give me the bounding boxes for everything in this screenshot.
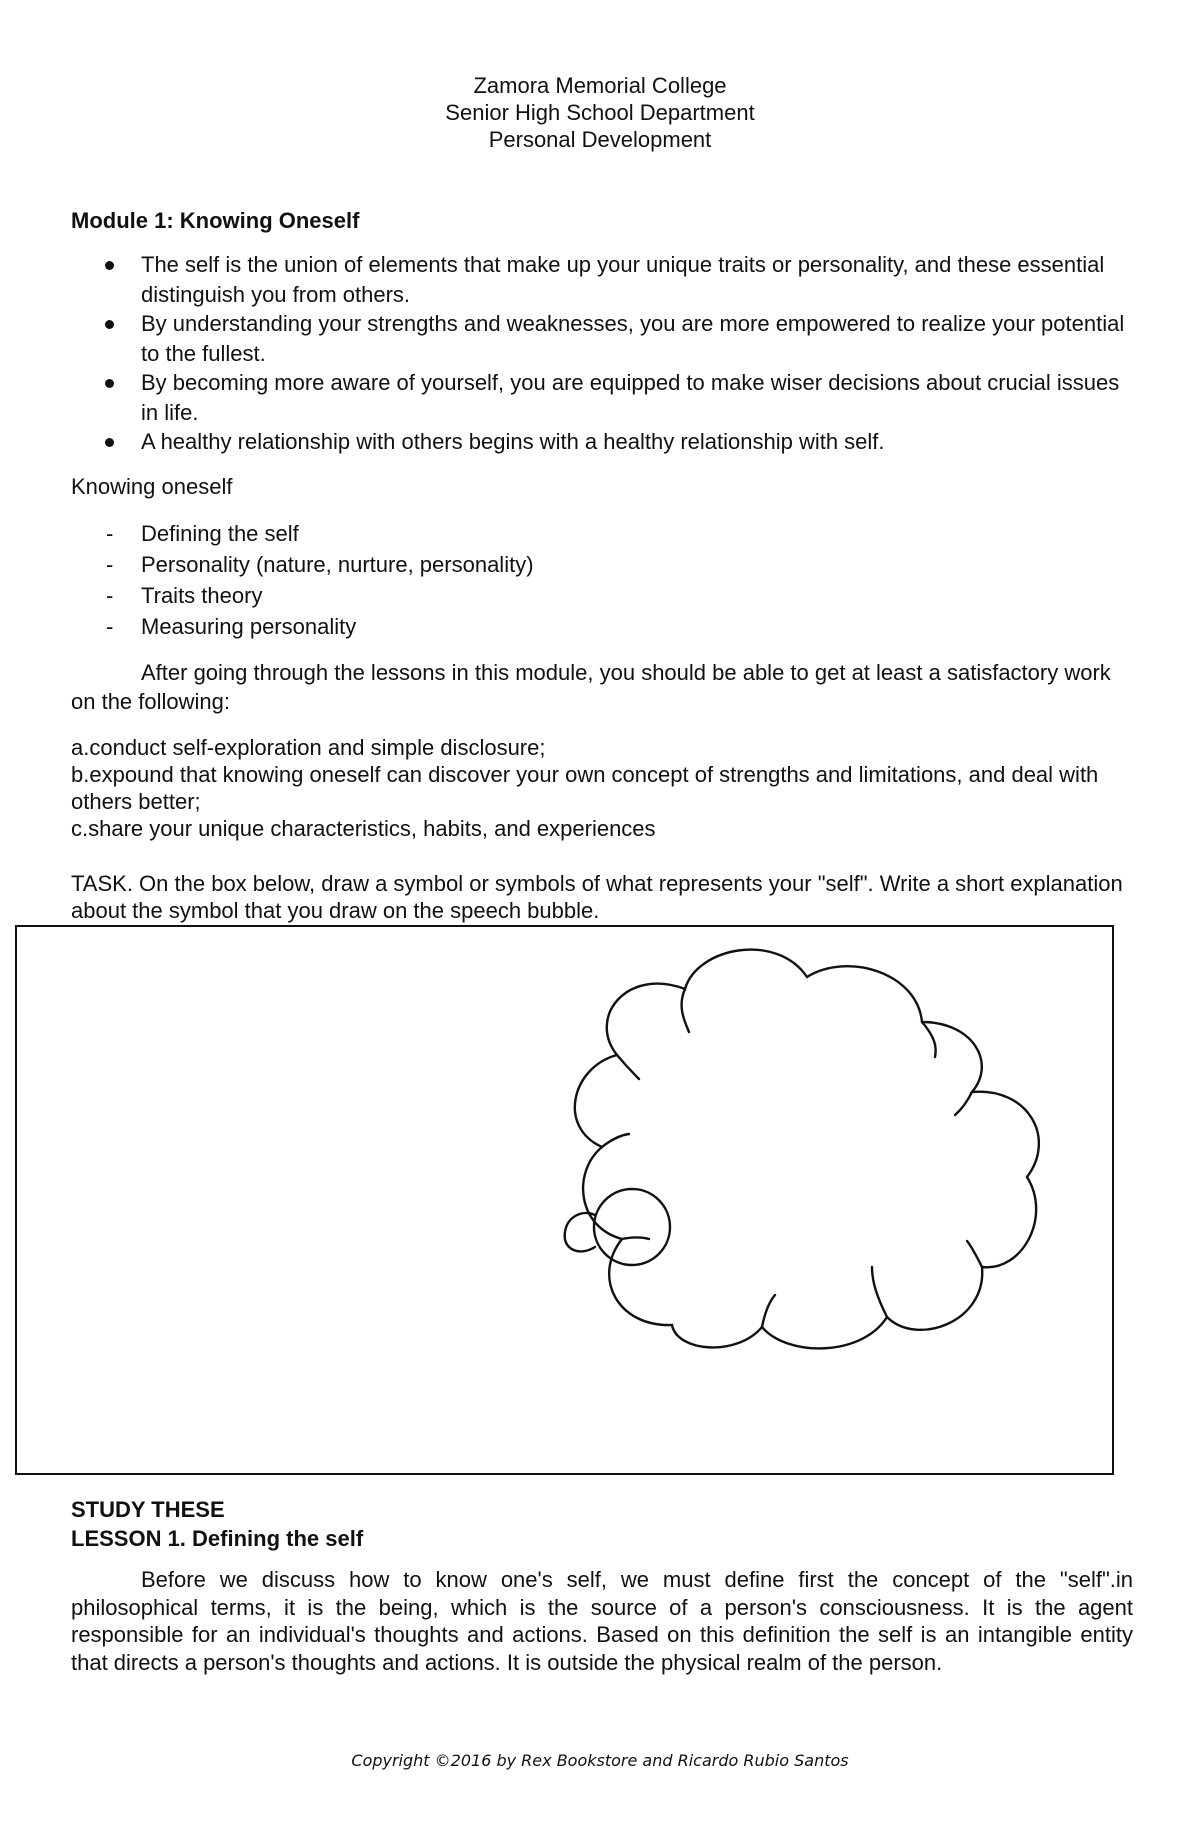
list-item: The self is the union of elements that make up your unique traits or personality, and these essential distinguish you from others. — [71, 250, 1141, 309]
knowing-oneself-heading: Knowing oneself — [71, 474, 233, 499]
subject-name: Personal Development — [488, 127, 712, 152]
bullet-icon — [105, 438, 114, 447]
list-item: By understanding your strengths and weaknesses, you are more empowered to realize your potential to the fullest. — [71, 309, 1141, 368]
list-item: - Defining the self — [106, 521, 299, 546]
study-heading: STUDY THESE — [71, 1497, 225, 1522]
module-title: Module 1: Knowing Oneself — [71, 208, 360, 233]
bullet-icon — [105, 320, 114, 329]
lesson-paragraph: Before we discuss how to know one's self, we must define first the concept of the "self".in philosophical terms, it is the being, which is the source of a person's consciousness. It is the agent responsible for an individual's thoughts and actions. Based on this definition the self is an intangible entity that directs a person's thoughts and actions. It is outside the physical realm of the person. — [71, 1567, 1133, 1675]
intro-paragraph: After going through the lessons in this module, you should be able to get at least a satisfactory work on the following: — [71, 660, 1111, 714]
study-section-heading — [71, 1495, 363, 1553]
list-item: - Measuring personality — [106, 614, 357, 639]
list-item: By becoming more aware of yourself, you are equipped to make wiser decisions about crucial issues in life. — [71, 368, 1141, 427]
school-name: Zamora Memorial College — [473, 73, 727, 98]
objectives-list — [71, 734, 1141, 842]
thought-bubble-icon — [17, 927, 1116, 1477]
bullet-icon — [105, 379, 114, 388]
objective-item: b.expound that knowing oneself can discover your own concept of strengths and limitations, and deal with others better; — [71, 762, 1099, 814]
list-item: A healthy relationship with others begins with a healthy relationship with self. — [71, 427, 1141, 457]
drawing-box[interactable] — [15, 925, 1114, 1475]
module-bullet-list — [71, 250, 1141, 457]
objective-item: a.conduct self-exploration and simple disclosure; — [71, 735, 546, 760]
lesson-title: LESSON 1. Defining the self — [71, 1526, 364, 1551]
task-instructions: TASK. On the box below, draw a symbol or symbols of what represents your "self". Write a short explanation about the symbol that you draw on the speech bubble. — [71, 871, 1123, 923]
bullet-icon — [105, 261, 114, 270]
objective-item: c.share your unique characteristics, habits, and experiences — [71, 816, 656, 841]
list-item: - Personality (nature, nurture, personality) — [106, 552, 534, 577]
list-item: - Traits theory — [106, 583, 263, 608]
copyright-footer: Copyright ©2016 by Rex Bookstore and Ricardo Rubio Santos — [351, 1751, 849, 1770]
department-name: Senior High School Department — [445, 100, 755, 125]
topics-list — [71, 518, 534, 642]
document-header — [0, 72, 1200, 153]
